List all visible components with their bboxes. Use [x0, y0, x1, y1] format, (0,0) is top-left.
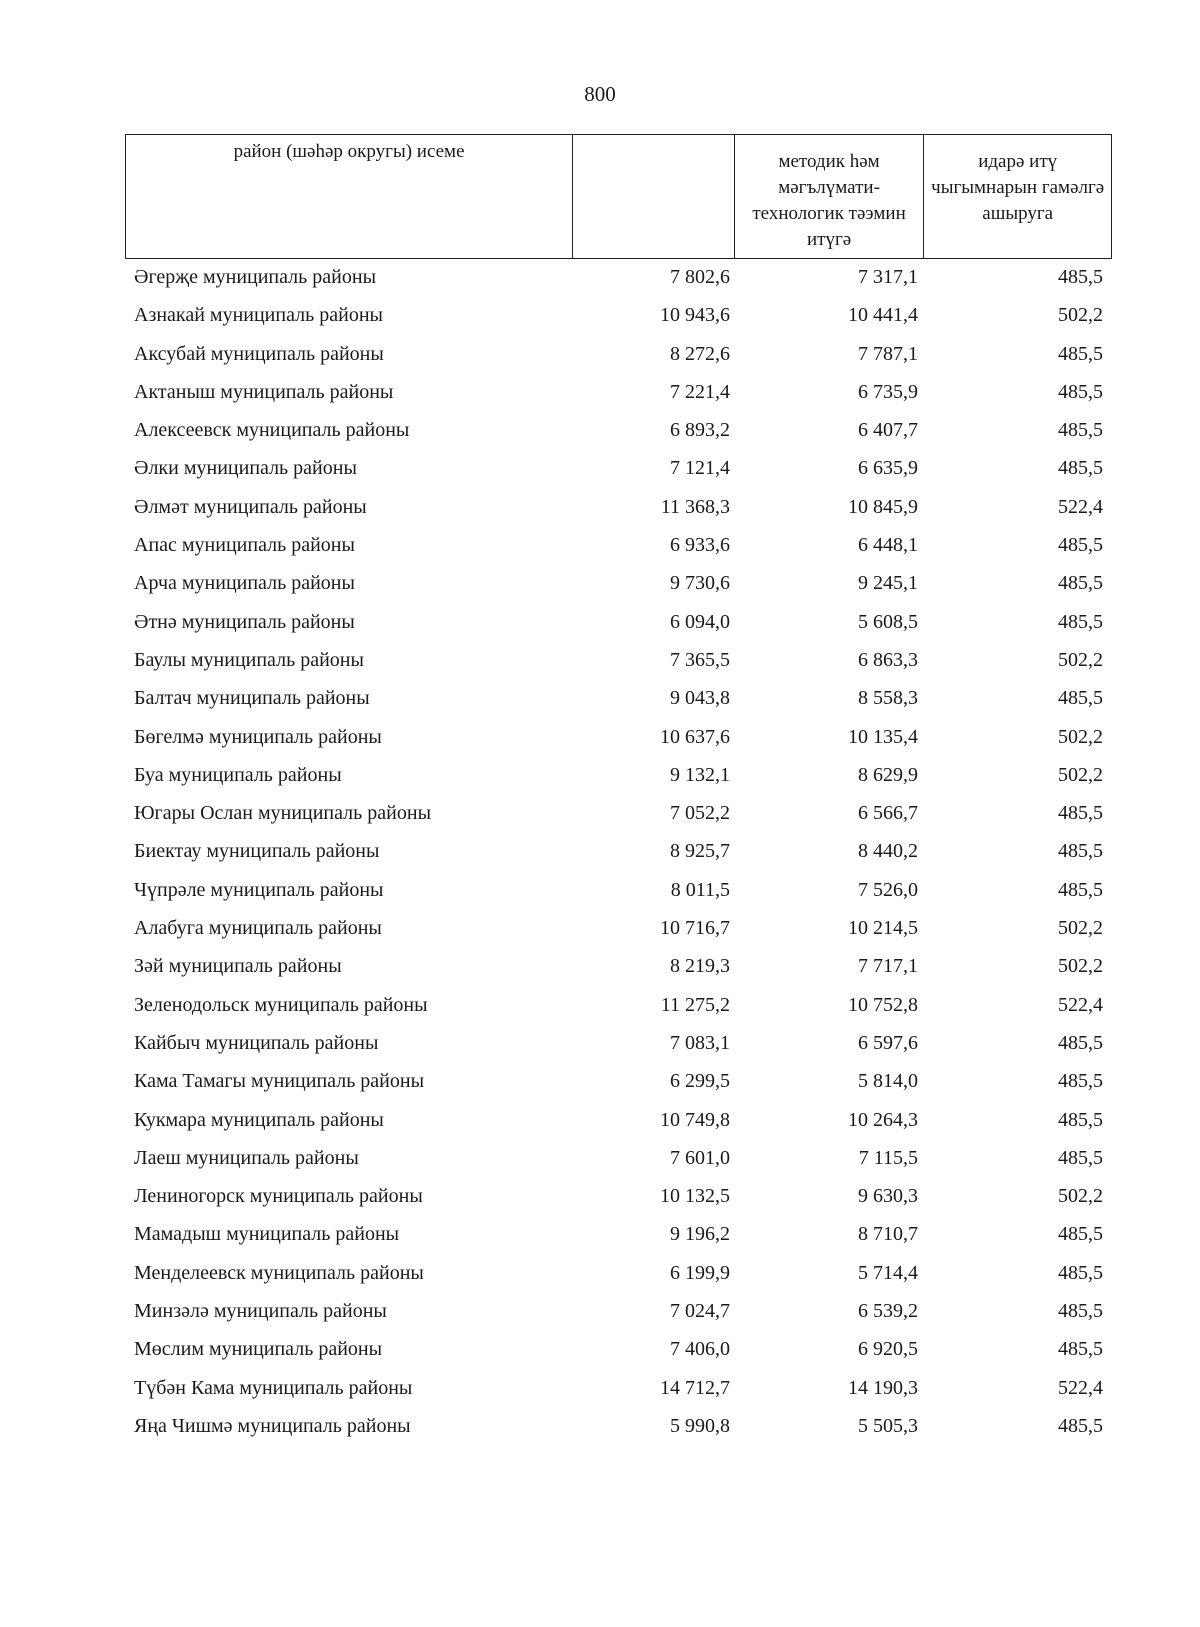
- total-cell: 6 299,5: [670, 1070, 730, 1093]
- administration-costs-cell: 485,5: [1058, 1414, 1103, 1437]
- administration-costs-cell: 485,5: [1058, 687, 1103, 710]
- table-body: [0, 258, 1200, 1445]
- methodical-support-cell: 7 787,1: [858, 342, 918, 365]
- methodical-support-cell: 5 505,3: [858, 1414, 918, 1437]
- total-cell: 14 712,7: [660, 1376, 730, 1399]
- table-row: [0, 986, 1200, 1024]
- table-row: [0, 449, 1200, 487]
- methodical-support-cell: 10 845,9: [848, 495, 918, 518]
- administration-costs-cell: 485,5: [1058, 266, 1103, 288]
- district-name-cell: Кайбыч муниципаль районы: [134, 1031, 379, 1054]
- district-name-cell: Югары Ослан муниципаль районы: [134, 802, 432, 825]
- header-total: [572, 135, 734, 258]
- district-name-cell: Мамадыш муниципаль районы: [134, 1223, 400, 1246]
- administration-costs-cell: 485,5: [1058, 419, 1103, 442]
- district-name-cell: Лениногорск муниципаль районы: [134, 1185, 423, 1208]
- total-cell: 9 196,2: [670, 1223, 730, 1246]
- district-name-cell: Азнакай муниципаль районы: [134, 304, 383, 327]
- administration-costs-cell: 485,5: [1058, 1031, 1103, 1054]
- total-cell: 7 083,1: [670, 1031, 730, 1054]
- administration-costs-cell: 485,5: [1058, 1261, 1103, 1284]
- administration-costs-cell: 485,5: [1058, 1070, 1103, 1093]
- methodical-support-cell: 10 752,8: [848, 993, 918, 1016]
- district-name-cell: Зәй муниципаль районы: [134, 955, 342, 978]
- district-name-cell: Алабуга муниципаль районы: [134, 917, 382, 940]
- total-cell: 7 406,0: [670, 1338, 730, 1361]
- total-cell: 6 094,0: [670, 610, 730, 633]
- district-name-cell: Балтач муниципаль районы: [134, 687, 370, 710]
- administration-costs-cell: 485,5: [1058, 840, 1103, 863]
- administration-costs-cell: 522,4: [1058, 993, 1103, 1016]
- district-name-cell: Зеленодольск муниципаль районы: [134, 993, 428, 1016]
- methodical-support-cell: 5 714,4: [858, 1261, 918, 1284]
- methodical-support-cell: 6 920,5: [858, 1338, 918, 1361]
- methodical-support-cell: 8 440,2: [858, 840, 918, 863]
- district-name-cell: Чүпрәле муниципаль районы: [134, 878, 384, 901]
- administration-costs-cell: 485,5: [1058, 878, 1103, 901]
- table-row: [0, 1101, 1200, 1139]
- table-row: [0, 947, 1200, 985]
- methodical-support-cell: 14 190,3: [848, 1376, 918, 1399]
- methodical-support-cell: 6 735,9: [858, 380, 918, 403]
- administration-costs-cell: 485,5: [1058, 534, 1103, 557]
- methodical-support-cell: 10 135,4: [848, 725, 918, 748]
- district-name-cell: Әгерҗе муниципаль районы: [134, 266, 377, 288]
- methodical-support-cell: 8 558,3: [858, 687, 918, 710]
- methodical-support-cell: 9 245,1: [858, 572, 918, 595]
- district-name-cell: Кама Тамагы муниципаль районы: [134, 1070, 425, 1093]
- administration-costs-cell: 485,5: [1058, 572, 1103, 595]
- administration-costs-cell: 502,2: [1058, 648, 1103, 671]
- administration-costs-cell: 502,2: [1058, 955, 1103, 978]
- district-name-cell: Баулы муниципаль районы: [134, 648, 364, 671]
- methodical-support-cell: 6 863,3: [858, 648, 918, 671]
- district-name-cell: Түбән Кама муниципаль районы: [134, 1376, 413, 1399]
- district-name-cell: Минзәлә муниципаль районы: [134, 1300, 387, 1323]
- district-name-cell: Буа муниципаль районы: [134, 763, 342, 786]
- table-row: [0, 1292, 1200, 1330]
- table-row: [0, 679, 1200, 717]
- total-cell: 8 272,6: [670, 342, 730, 365]
- administration-costs-cell: 485,5: [1058, 1300, 1103, 1323]
- table-row: [0, 1024, 1200, 1062]
- district-name-cell: Биектау муниципаль районы: [134, 840, 380, 863]
- total-cell: 10 132,5: [660, 1185, 730, 1208]
- table-header: [125, 134, 1112, 259]
- total-cell: 7 052,2: [670, 802, 730, 825]
- total-cell: 9 730,6: [670, 572, 730, 595]
- methodical-support-cell: 6 597,6: [858, 1031, 918, 1054]
- total-cell: 5 990,8: [670, 1414, 730, 1437]
- district-name-cell: Актаныш муниципаль районы: [134, 380, 394, 403]
- table-row: [0, 335, 1200, 373]
- table-row: [0, 526, 1200, 564]
- total-cell: 10 749,8: [660, 1108, 730, 1131]
- district-name-cell: Апас муниципаль районы: [134, 534, 355, 557]
- methodical-support-cell: 9 630,3: [858, 1185, 918, 1208]
- table-row: [0, 756, 1200, 794]
- methodical-support-cell: 8 629,9: [858, 763, 918, 786]
- total-cell: 8 219,3: [670, 955, 730, 978]
- total-cell: 9 043,8: [670, 687, 730, 710]
- administration-costs-cell: 522,4: [1058, 495, 1103, 518]
- methodical-support-cell: 5 814,0: [858, 1070, 918, 1093]
- table-row: [0, 411, 1200, 449]
- total-cell: 7 601,0: [670, 1146, 730, 1169]
- table-row: [0, 794, 1200, 832]
- table-row: [0, 641, 1200, 679]
- administration-costs-cell: 485,5: [1058, 457, 1103, 480]
- total-cell: 7 121,4: [670, 457, 730, 480]
- administration-costs-cell: 502,2: [1058, 763, 1103, 786]
- header-district-name: район (шәһәр округы) исеме: [233, 141, 465, 162]
- table-row: [0, 1215, 1200, 1253]
- table-row: [0, 1139, 1200, 1177]
- administration-costs-cell: 502,2: [1058, 1185, 1103, 1208]
- table-row: [0, 1254, 1200, 1292]
- administration-costs-cell: 502,2: [1058, 304, 1103, 327]
- district-name-cell: Менделеевск муниципаль районы: [134, 1261, 424, 1284]
- table-row: [0, 296, 1200, 334]
- total-cell: 10 716,7: [660, 917, 730, 940]
- administration-costs-cell: 485,5: [1058, 342, 1103, 365]
- district-name-cell: Арча муниципаль районы: [134, 572, 355, 595]
- total-cell: 8 925,7: [670, 840, 730, 863]
- total-cell: 11 368,3: [660, 495, 730, 518]
- total-cell: 9 132,1: [670, 763, 730, 786]
- district-name-cell: Алексеевск муниципаль районы: [134, 419, 410, 442]
- administration-costs-cell: 522,4: [1058, 1376, 1103, 1399]
- total-cell: 6 199,9: [670, 1261, 730, 1284]
- total-cell: 8 011,5: [670, 878, 730, 901]
- administration-costs-cell: 485,5: [1058, 1146, 1103, 1169]
- methodical-support-cell: 7 317,1: [858, 266, 918, 288]
- methodical-support-cell: 8 710,7: [858, 1223, 918, 1246]
- methodical-support-cell: 6 448,1: [858, 534, 918, 557]
- methodical-support-cell: 7 526,0: [858, 878, 918, 901]
- table-row: [0, 373, 1200, 411]
- administration-costs-cell: 485,5: [1058, 1223, 1103, 1246]
- table-row: [0, 258, 1200, 296]
- table-row: [0, 909, 1200, 947]
- table-row: [0, 832, 1200, 870]
- district-name-cell: Әтнә муниципаль районы: [134, 610, 355, 633]
- administration-costs-cell: 485,5: [1058, 1338, 1103, 1361]
- methodical-support-cell: 7 115,5: [858, 1146, 918, 1169]
- methodical-support-cell: 10 441,4: [848, 304, 918, 327]
- administration-costs-cell: 485,5: [1058, 610, 1103, 633]
- total-cell: 6 893,2: [670, 419, 730, 442]
- table-row: [0, 1177, 1200, 1215]
- district-name-cell: Кукмара муниципаль районы: [134, 1108, 384, 1131]
- administration-costs-cell: 502,2: [1058, 725, 1103, 748]
- table-row: [0, 488, 1200, 526]
- methodical-support-cell: 10 264,3: [848, 1108, 918, 1131]
- administration-costs-cell: 502,2: [1058, 917, 1103, 940]
- methodical-support-cell: 7 717,1: [858, 955, 918, 978]
- methodical-support-cell: 6 566,7: [858, 802, 918, 825]
- total-cell: 7 365,5: [670, 648, 730, 671]
- district-name-cell: Мөслим муниципаль районы: [134, 1338, 383, 1361]
- table-row: [0, 1330, 1200, 1368]
- methodical-support-cell: 6 539,2: [858, 1300, 918, 1323]
- table-row: [0, 603, 1200, 641]
- district-name-cell: Аксубай муниципаль районы: [134, 342, 384, 365]
- administration-costs-cell: 485,5: [1058, 380, 1103, 403]
- methodical-support-cell: 6 407,7: [858, 419, 918, 442]
- district-name-cell: Әлмәт муниципаль районы: [134, 495, 367, 518]
- total-cell: 7 802,6: [670, 266, 730, 288]
- methodical-support-cell: 5 608,5: [858, 610, 918, 633]
- total-cell: 10 943,6: [660, 304, 730, 327]
- methodical-support-cell: 10 214,5: [848, 917, 918, 940]
- district-name-cell: Бөгелмә муниципаль районы: [134, 725, 382, 748]
- administration-costs-cell: 485,5: [1058, 802, 1103, 825]
- table-row: [0, 1062, 1200, 1100]
- total-cell: 11 275,2: [660, 993, 730, 1016]
- header-methodical-support: методик һәм мәгълүмати-технологик тәэмин итүгә: [734, 135, 924, 258]
- table-row: [0, 871, 1200, 909]
- table-row: [0, 1407, 1200, 1445]
- total-cell: 10 637,6: [660, 725, 730, 748]
- district-name-cell: Әлки муниципаль районы: [134, 457, 357, 480]
- page-number: 800: [584, 82, 616, 106]
- methodical-support-cell: 6 635,9: [858, 457, 918, 480]
- district-name-cell: Лаеш муниципаль районы: [134, 1146, 359, 1169]
- header-administration-costs: идарә итү чыгымнарын гамәлгә ашыруга: [923, 135, 1111, 258]
- total-cell: 7 024,7: [670, 1300, 730, 1323]
- table-row: [0, 564, 1200, 602]
- table-row: [0, 718, 1200, 756]
- total-cell: 6 933,6: [670, 534, 730, 557]
- table-row: [0, 1369, 1200, 1407]
- total-cell: 7 221,4: [670, 380, 730, 403]
- district-name-cell: Яңа Чишмә муниципаль районы: [134, 1414, 411, 1437]
- administration-costs-cell: 485,5: [1058, 1108, 1103, 1131]
